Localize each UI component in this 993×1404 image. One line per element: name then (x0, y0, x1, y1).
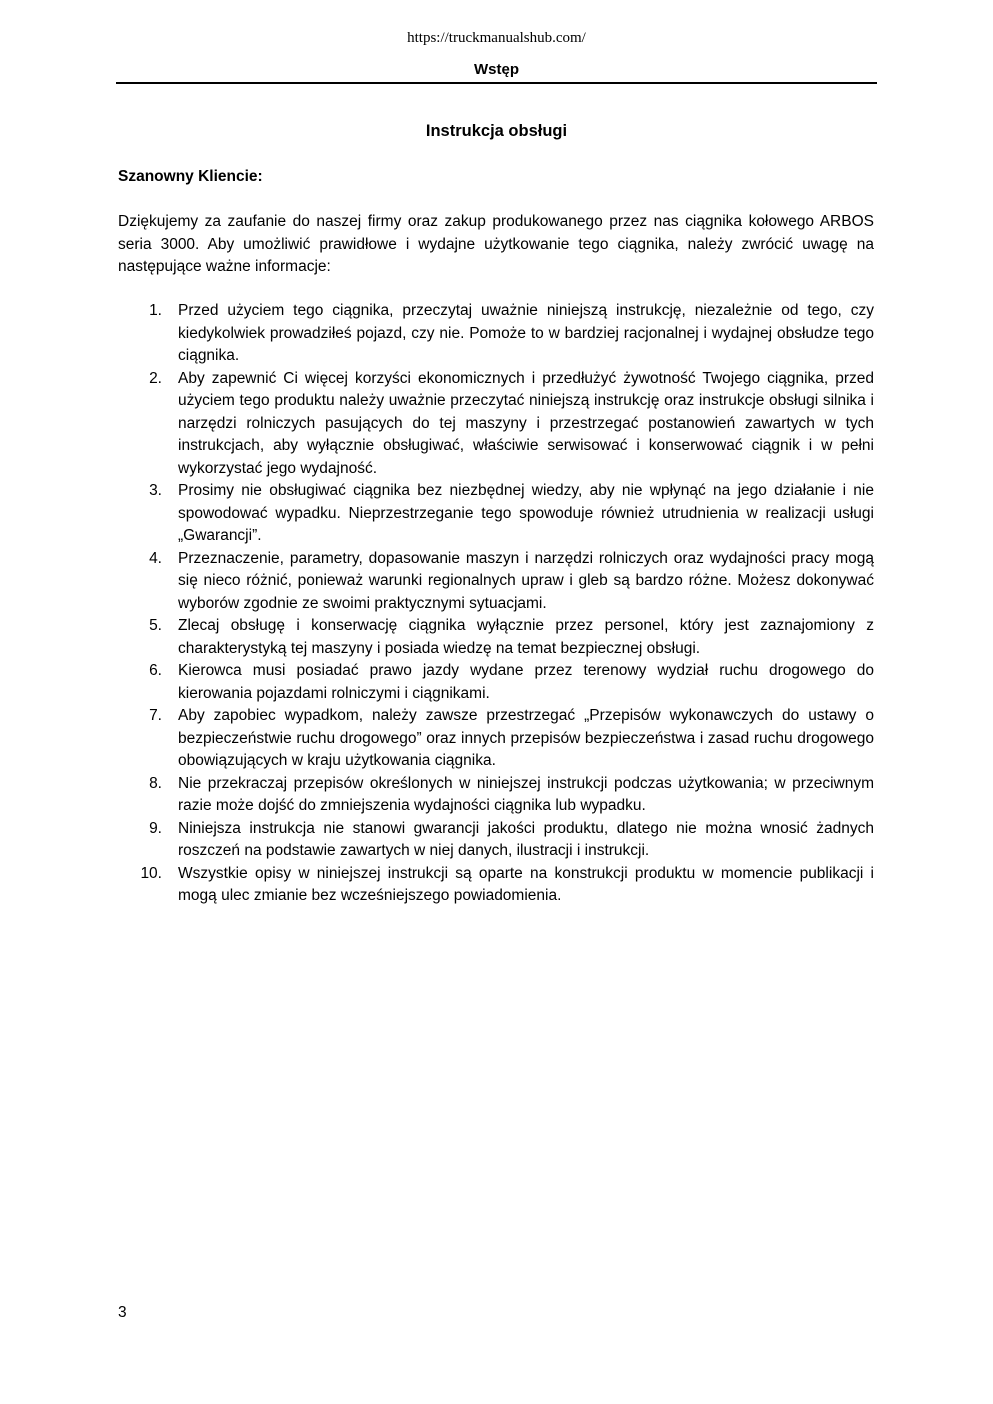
list-item (118, 773, 874, 818)
list-item-text: Wszystkie opisy w niniejszej instrukcji są oparte na konstrukcji produktu w momencie publikacji i mogą ulec zmianie bez wcześniejszego powiadomienia. (178, 864, 874, 904)
page-title: Instrukcja obsługi (425, 122, 568, 140)
list-item-number: 7. (149, 707, 162, 724)
list-item-text: Niniejsza instrukcja nie stanowi gwarancji jakości produktu, dlatego nie można wnosić żadnych roszczeń na podstawie zawartych w niej danych, ilustracji i instrukcji. (178, 819, 874, 859)
list-item-number: 5. (149, 617, 162, 634)
list-item-text: Zlecaj obsługę i konserwację ciągnika wyłącznie przez personel, który jest zaznajomiony z charakterystyką tej maszyny i posiada wiedzę na temat bezpiecznej obsługi. (178, 617, 874, 657)
list-item-text: Aby zapewnić Ci więcej korzyści ekonomicznych i przedłużyć żywotność Twojego ciągnika, przed użyciem tego produktu należy uważnie przeczytać niniejszą instrukcję oraz instrukcje obsługi silnika i narzędzi rolniczych pasujących do tej maszyny i przestrzegać postanowień zawartych w tych instrukcjach, aby wyłącznie obsługiwać, właściwie serwisować i konserwować ciągnik i w pełni wykorzystać jego wydajność. (178, 369, 874, 477)
header-divider (116, 82, 877, 84)
list-item (118, 818, 874, 863)
page-number: 3 (118, 1304, 127, 1321)
instructions-list (118, 300, 874, 908)
list-item (118, 300, 874, 368)
list-item (118, 480, 874, 548)
list-item-number: 4. (149, 549, 162, 567)
list-item (118, 368, 874, 481)
header-url: https://truckmanualshub.com/ (407, 30, 586, 46)
list-item-number: 2. (149, 369, 162, 387)
list-item-number: 9. (149, 819, 162, 837)
list-item-number: 10. (140, 864, 162, 882)
list-item-number: 1. (149, 302, 162, 319)
list-item-text: Przed użyciem tego ciągnika, przeczytaj uważnie niniejszą instrukcję, niezależnie od tego, czy kiedykolwiek prowadziłeś pojazd, czy nie. Pomoże to w bardziej racjonalnej i wydajnej obsłudze tego ciągnika. (178, 302, 874, 364)
list-item (118, 615, 874, 660)
list-item (118, 660, 874, 705)
list-item-text: Nie przekraczaj przepisów określonych w niniejszej instrukcji podczas użytkowania; w przeciwnym razie może dojść do zmniejszenia wydajności ciągnika lub wypadku. (178, 774, 874, 814)
list-item-text: Aby zapobiec wypadkom, należy zawsze przestrzegać „Przepisów wykonawczych do ustawy o bezpieczeństwie ruchu drogowego” oraz innych przepisów bezpieczeństwa i zasad ruchu drogowego obowiązujących w kraju użytkowania ciągnika. (178, 707, 874, 769)
section-title: Wstęp (474, 61, 519, 78)
list-item-text: Prosimy nie obsługiwać ciągnika bez niezbędnej wiedzy, aby nie wpłynąć na jego działanie i nie spowodować wypadku. Nieprzestrzeganie tego spowoduje również utrudnienia w realizacji usługi „Gwarancji”. (178, 482, 874, 544)
list-item (118, 705, 874, 773)
list-item-text: Kierowca musi posiadać prawo jazdy wydane przez terenowy wydział ruchu drogowego do kierowania pojazdami rolniczymi i ciągnikami. (178, 662, 874, 702)
intro-paragraph: Dziękujemy za zaufanie do naszej firmy oraz zakup produkowanego przez nas ciągnika kołowego ARBOS seria 3000. Aby umożliwić prawidłowe i wydajne użytkowanie tego ciągnika, należy zwrócić uwagę na następujące ważne informacje: (118, 213, 874, 275)
list-item-text: Przeznaczenie, parametry, dopasowanie maszyn i narzędzi rolniczych oraz wydajności pracy mogą się nieco różnić, ponieważ warunki regionalnych upraw i gleb są bardzo różne. Możesz dokonywać wyborów zgodnie ze swoimi praktycznymi sytuacjami. (178, 549, 874, 612)
list-item-number: 3. (149, 482, 162, 499)
salutation: Szanowny Kliencie: (118, 168, 263, 185)
list-item (118, 548, 874, 616)
list-item-number: 6. (149, 662, 162, 679)
list-item (118, 863, 874, 908)
list-item-number: 8. (149, 774, 162, 792)
